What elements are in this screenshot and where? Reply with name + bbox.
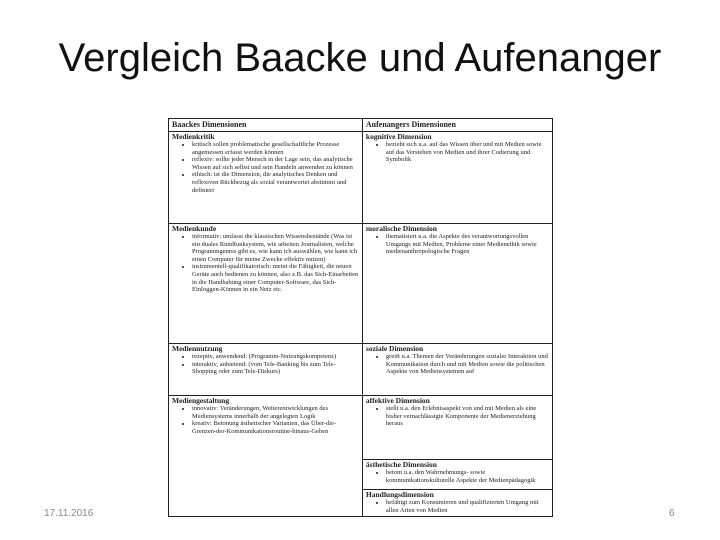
cell-aufenanger [362, 132, 552, 224]
bullet-list [366, 353, 549, 376]
cell-aufenanger [362, 344, 552, 396]
category-title: Mediengestaltung [172, 396, 230, 405]
cell-baacke [169, 396, 363, 517]
list-item: • interaktiv, anbietend: (vom Tele-Banking bis zum Tele-Shopping oder zum Tele-Diskurs) [192, 361, 359, 376]
category-title: Medienkunde [172, 224, 217, 233]
list-item: • rezeptiv, anwendend: (Programm-Nutzungskompetenz) [192, 353, 359, 361]
cell-baacke [169, 224, 363, 344]
category-title: affektive Dimension [365, 396, 430, 405]
table-row [169, 132, 553, 224]
bullet-list [172, 233, 359, 294]
cell-baacke [169, 344, 363, 396]
list-item: • greift u.a. Themen der Veränderungen sozialer Interaktion und Kommunikation durch und mit Medien sowie die politischen Aspekte von Mediensystemen auf [386, 353, 549, 376]
bullet-list [366, 141, 549, 164]
list-item: • kritisch sollen problematische gesellschaftliche Prozesse angemessen erfasst werden können [192, 141, 359, 156]
column-header-baacke: Baackes Dimensionen [169, 119, 363, 132]
bullet-list [366, 469, 549, 484]
table-row [169, 396, 553, 460]
category-title: ästhetische Dimension [365, 460, 437, 469]
bullet-list [366, 233, 549, 256]
category-title: Handlungsdimension [365, 490, 434, 499]
table-row [169, 224, 553, 344]
comparison-table [168, 118, 553, 517]
list-item: • innovativ: Veränderungen, Weiterentwicklungen des Mediensystems innerhalb der angelegten Logik [192, 405, 359, 420]
list-item: • befähigt zum Konsumieren und qualifizierten Umgang mit allen Arten von Medien [386, 499, 549, 514]
column-header-aufenanger: Aufenangers Dimensionen [362, 119, 552, 132]
bullet-list [172, 141, 359, 194]
bullet-list [366, 405, 549, 428]
category-title: Mediennutzung [172, 344, 223, 353]
cell-baacke [169, 132, 363, 224]
list-item: • instrumentell-qualifikatorisch: meint die Fähigkeit, die neuen Geräte auch bedienen zu können, also z.B. das Sich-Einarbeiten in die Handhabung einer Computer-Software, das Sich-Einloggen-Können in ein Netz etc. [192, 263, 359, 293]
category-title: soziale Dimension [365, 344, 424, 353]
bullet-list [172, 353, 359, 376]
table-header-row [169, 119, 553, 132]
cell-aufenanger [362, 460, 552, 490]
list-item: • betont u.a. den Wahrnehmungs- sowie kommunikationskulturelle Aspekte der Medienpädagogik [386, 469, 549, 484]
bullet-list [172, 405, 359, 435]
cell-aufenanger [362, 490, 552, 517]
cell-aufenanger [362, 224, 552, 344]
cell-aufenanger [362, 396, 552, 460]
category-title: moralische Dimension [365, 224, 437, 233]
table-row [169, 344, 553, 396]
list-item: • informativ: umfasst die klassischen Wissensbestände (Was ist ein duales Rundfunksystem, wie arbeiten Journalisten, welche Programmgenres gibt es, wie kann ich auswählen, wie kann ich einen Computer für meine Zwecke effektiv nutzen) [192, 233, 359, 263]
list-item: • reflexiv: sollte jeder Mensch in der Lage sein, das analytische Wissen auf sich selbst und sein Handeln anwenden zu können [192, 156, 359, 171]
slide-title: Vergleich Baacke und Aufenanger [58, 36, 662, 80]
list-item: • ethisch: ist die Dimension, die analytisches Denken und reflexiven Rückbezug als sozial verantwortet abstimmt und definiert [192, 171, 359, 194]
slide-date: 17.11.2016 [44, 508, 94, 519]
comparison-table-image [168, 118, 553, 534]
category-title: Medienkritik [172, 132, 215, 141]
list-item: • bezieht sich u.a. auf das Wissen über und mit Medien sowie auf das Verstehen von Medien und ihrer Codierung und Symbolik [386, 141, 549, 164]
list-item: • thematisiert u.a. die Aspekte des verantwortungsvollen Umgangs mit Medien, Probleme einer Medienethik sowie medienanthropologische Fragen [386, 233, 549, 256]
category-title: kognitive Dimension [365, 132, 432, 141]
slide-number: 6 [669, 508, 675, 519]
bullet-list [366, 499, 549, 514]
list-item: • kreativ: Betonung ästhetischer Varianten, das Über-die-Grenzen-der-Kommunikationsroutine-hinaus-Gehen [192, 420, 359, 435]
list-item: • stellt u.a. den Erlebnisaspekt von und mit Medien als eine bisher vernachlässigte Komponente der Medienerziehung heraus [386, 405, 549, 428]
